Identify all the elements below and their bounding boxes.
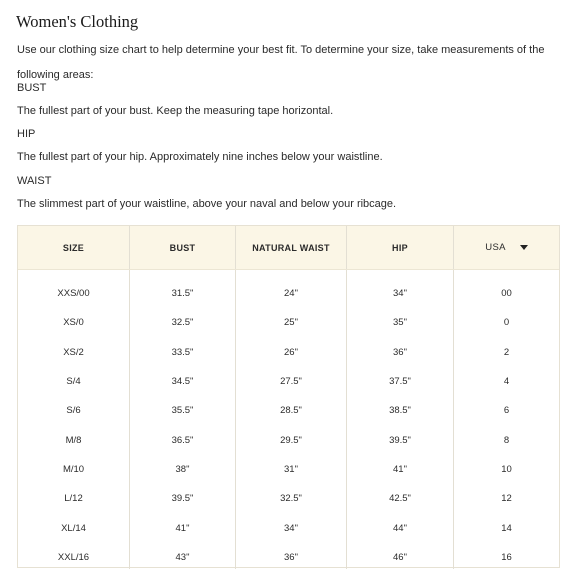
table-cell: 32.5" [171, 317, 194, 329]
bust-description: The fullest part of your bust. Keep the measuring tape horizontal. [17, 105, 334, 117]
table-cell: 29.5" [280, 434, 302, 446]
hip-column [347, 270, 454, 569]
table-cell: 34.5" [171, 376, 194, 388]
table-cell: XS/2 [63, 346, 84, 358]
table-cell: 38" [175, 463, 190, 475]
waist-description: The slimmest part of your waistline, above your naval and below your ribcage. [17, 198, 397, 210]
region-dropdown-value: USA [485, 242, 506, 253]
waist-heading: WAIST [17, 175, 52, 187]
table-cell: M/10 [62, 463, 85, 475]
table-cell: M/8 [65, 434, 82, 446]
table-cell: 46" [393, 551, 407, 563]
table-cell: 43" [175, 551, 190, 563]
header-hip: HIP [347, 226, 454, 269]
table-cell: 2 [503, 346, 510, 358]
table-cell: 35" [393, 317, 407, 329]
table-body [18, 270, 559, 569]
table-cell: 39.5" [389, 434, 411, 446]
caret-down-icon [520, 245, 528, 250]
table-cell: 00 [501, 288, 512, 300]
table-cell: 6 [503, 405, 510, 417]
region-dropdown[interactable] [454, 226, 559, 269]
table-cell: 4 [503, 376, 510, 388]
table-cell: 31" [284, 463, 298, 475]
size-chart-table [17, 225, 560, 568]
header-natural-waist: NATURAL WAIST [236, 226, 347, 269]
table-cell: 32.5" [280, 493, 302, 505]
table-cell: 34" [284, 522, 298, 534]
table-cell: 38.5" [389, 405, 411, 417]
table-cell: 36" [393, 346, 407, 358]
table-cell: 24" [284, 288, 298, 300]
size-column [18, 270, 130, 569]
table-cell: 36.5" [171, 434, 194, 446]
table-cell: XL/14 [61, 522, 86, 534]
table-cell: 12 [501, 493, 512, 505]
table-cell: 14 [501, 522, 512, 534]
bust-heading: BUST [17, 82, 47, 94]
usa-size-column [454, 270, 559, 569]
header-bust: BUST [130, 226, 236, 269]
table-cell: XS/0 [63, 317, 84, 329]
table-cell: 25" [284, 317, 298, 329]
header-size: SIZE [18, 226, 130, 269]
table-cell: 42.5" [389, 493, 411, 505]
table-cell: 37.5" [389, 376, 411, 388]
table-cell: 8 [503, 434, 510, 446]
table-cell: 33.5" [171, 346, 194, 358]
table-cell: 39.5" [171, 493, 194, 505]
table-cell: 10 [501, 463, 512, 475]
natural-waist-column [236, 270, 347, 569]
table-cell: 36" [284, 551, 298, 563]
table-cell: 41" [175, 522, 190, 534]
table-cell: 35.5" [171, 405, 194, 417]
table-cell: XXS/00 [57, 288, 90, 300]
table-cell: 0 [503, 317, 510, 329]
table-cell: S/4 [66, 376, 81, 388]
table-cell: 28.5" [280, 405, 302, 417]
table-cell: 31.5" [171, 288, 194, 300]
table-cell: 16 [501, 551, 512, 563]
page-title: Women's Clothing [16, 12, 139, 31]
bust-column [130, 270, 236, 569]
table-cell: 41" [393, 463, 407, 475]
table-cell: 26" [284, 346, 298, 358]
table-cell: XXL/16 [57, 551, 90, 563]
hip-description: The fullest part of your hip. Approximately nine inches below your waistline. [17, 151, 383, 163]
table-cell: L/12 [64, 493, 83, 505]
table-cell: S/6 [66, 405, 81, 417]
table-cell: 44" [393, 522, 407, 534]
hip-heading: HIP [17, 128, 36, 140]
table-header [18, 226, 559, 270]
table-cell: 34" [393, 288, 407, 300]
intro-text: Use our clothing size chart to help determine your best fit. To determine your size, take measurements of the following areas: [17, 44, 545, 81]
table-cell: 27.5" [280, 376, 302, 388]
